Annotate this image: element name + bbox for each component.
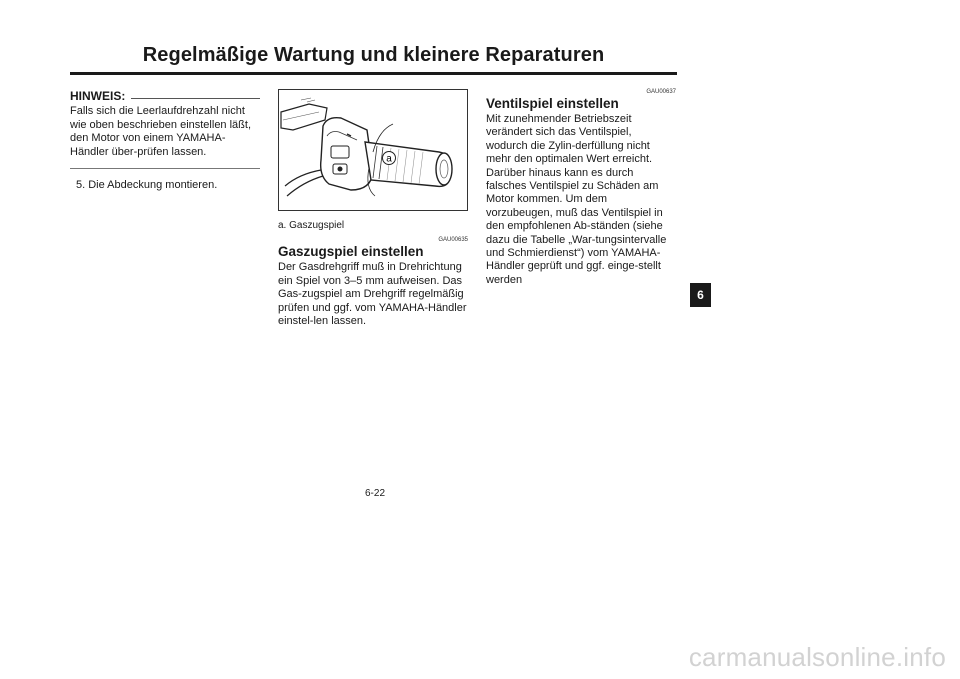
chapter-tab: 6 [690, 283, 711, 307]
section-heading: Ventilspiel einstellen [486, 96, 619, 111]
callout-label: a [386, 153, 392, 165]
section-text: Der Gasdrehgriff muß in Drehrichtung ein Spiel von 3–5 mm aufweisen. Das Gas-zugspiel am Drehgriff regelmäßig prüfen und ggf. vom YAMAHA-Händler einstel-len lassen. [278, 261, 467, 328]
section-heading: Gaszugspiel einstellen [278, 244, 424, 260]
step-item: 5. Die Abdeckung montieren. [76, 179, 218, 192]
note-heading-rule [131, 98, 260, 99]
note-heading [70, 90, 260, 103]
note-end-rule [70, 168, 260, 169]
section-code: GAU00635 [438, 237, 468, 244]
handlebar-drawing [279, 90, 467, 210]
title-rule [70, 72, 677, 75]
watermark: carmanualsonline.info [688, 642, 946, 672]
page-title: Regelmäßige Wartung und kleinere Reparaturen [142, 44, 605, 66]
figure-caption: a. Gaszugspiel [278, 220, 345, 231]
section-code: GAU00637 [646, 89, 676, 95]
left-column [70, 90, 260, 192]
throttle-grip-illustration [278, 89, 468, 211]
note-text: Falls sich die Leerlaufdrehzahl nicht wie oben beschrieben einstellen läßt, den Motor von einem YAMAHA-Händler über-prüfen lassen. [70, 105, 252, 158]
right-column [486, 89, 676, 287]
section-text: Mit zunehmender Betriebszeit verändert sich das Ventilspiel, wodurch die Zylin-derfüllung nicht mehr den optimalen Wert erreicht. Darüber hinaus kann es durch falsches Ventilspiel zu Schäden am Motor kommen. Um dem vorzubeugen, muß das Ventilspiel in den empfohlenen Ab-ständen (siehe dazu die Tabelle „War-tungsintervalle und Schmierdienst“) vom YAMAHA-Händler geprüft und ggf. einge-stellt werden [486, 113, 667, 286]
page-number: 6-22 [364, 488, 385, 499]
note-label: HINWEIS: [70, 89, 126, 103]
middle-column [278, 89, 468, 328]
